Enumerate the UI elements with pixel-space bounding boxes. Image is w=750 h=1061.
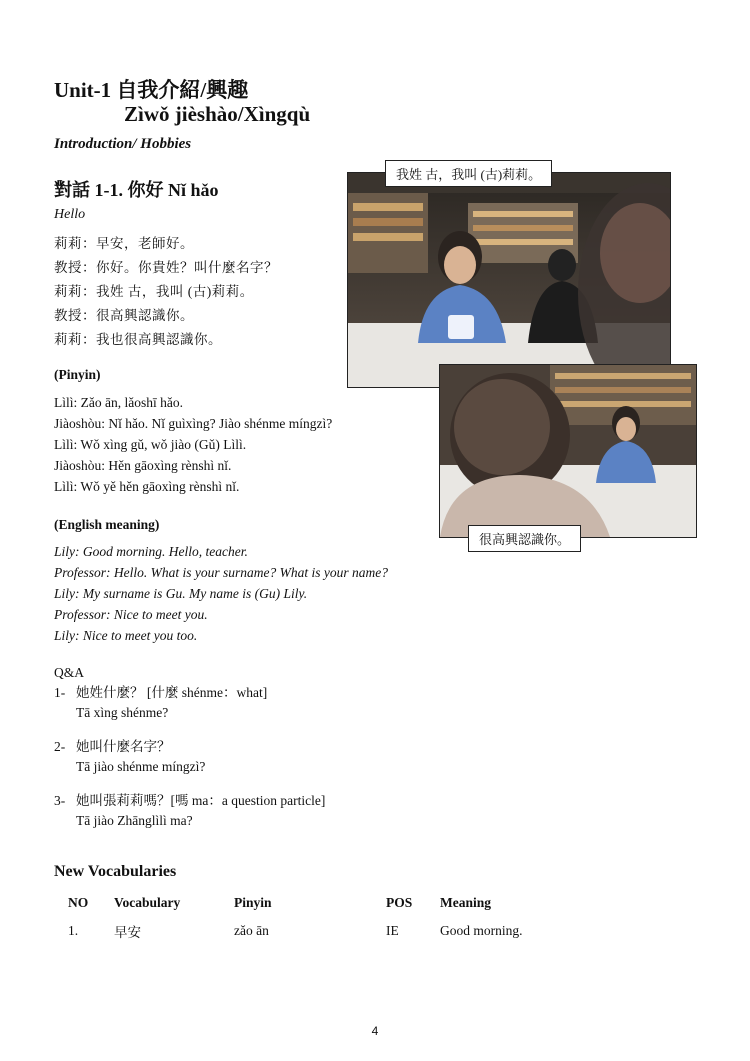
vocab-header: POS [386,895,413,910]
qa-number: 3- [54,793,66,808]
qa-question: 她姓什麼？ [什麼 shénme：what] [76,685,268,700]
page-number: 4 [371,1024,379,1038]
table-row [60,921,588,941]
dialogue-title: 對話 1-1. 你好 Nǐ hǎo [54,180,219,200]
vocab-cell: Good morning. [440,923,523,938]
vocab-title: New Vocabularies [54,863,177,880]
pinyin-line: Jiàoshòu: Hěn gāoxìng rènshì nǐ. [54,458,232,473]
dialogue-line: 教授：你好。你貴姓？叫什麼名字？ [54,260,278,275]
qa-pinyin: Tā jiào Zhānglìlì ma? [76,813,193,828]
qa-number: 1- [54,685,66,700]
vocab-cell: IE [386,923,399,938]
english-line: Professor: Nice to meet you. [54,607,208,622]
dialogue-chinese-lines [54,232,278,352]
dialogue-line: 教授：很高興認識你。 [54,308,194,323]
unit-subtitle: Introduction/ Hobbies [54,136,192,152]
qa-number: 2- [54,739,66,754]
pinyin-line: Lìlì: Wǒ yě hěn gāoxìng rènshì nǐ. [54,479,240,494]
classroom-photo-bottom [439,364,697,538]
english-heading: (English meaning) [54,517,160,532]
dialogue-translation-label: Hello [54,207,86,222]
pinyin-line: Lìlì: Wǒ xìng gǔ, wǒ jiào (Gǔ) Lìlì. [54,437,247,452]
vocab-header: Meaning [440,895,492,910]
unit-title: Unit-1 自我介紹/興趣 [54,78,249,102]
classroom-photo-top [347,172,671,388]
pinyin-heading: (Pinyin) [54,367,101,382]
unit-pinyin: Zìwǒ jièshào/Xìngqù [124,102,311,126]
dialogue-line: 莉莉：我姓 古，我叫 (古)莉莉。 [54,284,254,299]
vocab-cell: 早安 [114,925,141,940]
photo-caption-bottom: 很高興認識你。 [468,525,581,552]
qa-heading: Q&A [54,665,84,680]
dialogue-line: 莉莉：早安，老師好。 [54,236,194,251]
dialogue-pinyin-lines [54,392,332,497]
vocab-header: Vocabulary [114,895,181,910]
vocab-table [60,895,588,941]
qa-pinyin: Tā xìng shénme? [76,705,169,720]
english-line: Professor: Hello. What is your surname? What is your name? [54,565,388,580]
qa-question: 她叫什麼名字？ [76,739,171,754]
pinyin-line: Jiàoshòu: Nǐ hǎo. Nǐ guìxìng? Jiào shénme míngzì? [54,416,333,431]
vocab-header: Pinyin [234,895,272,910]
qa-section [54,665,84,681]
dialogue-english-lines [54,541,388,646]
vocab-cell: zǎo ān [234,923,269,938]
dialogue-line: 莉莉：我也很高興認識你。 [54,332,222,347]
english-line: Lily: My surname is Gu. My name is (Gu) Lily. [54,586,308,601]
photo-caption-top: 我姓 古，我叫 (古)莉莉。 [385,160,552,187]
qa-question: 她叫張莉莉嗎？[嗎 ma：a question particle] [76,793,326,808]
english-line: Lily: Nice to meet you too. [54,628,198,643]
qa-pinyin: Tā jiào shénme míngzì? [76,759,206,774]
vocab-cell: 1. [68,923,79,938]
vocab-header: NO [68,895,89,910]
english-line: Lily: Good morning. Hello, teacher. [54,544,248,559]
vocab-header-row [60,895,588,921]
pinyin-line: Lìlì: Zǎo ān, lǎoshī hǎo. [54,395,183,410]
